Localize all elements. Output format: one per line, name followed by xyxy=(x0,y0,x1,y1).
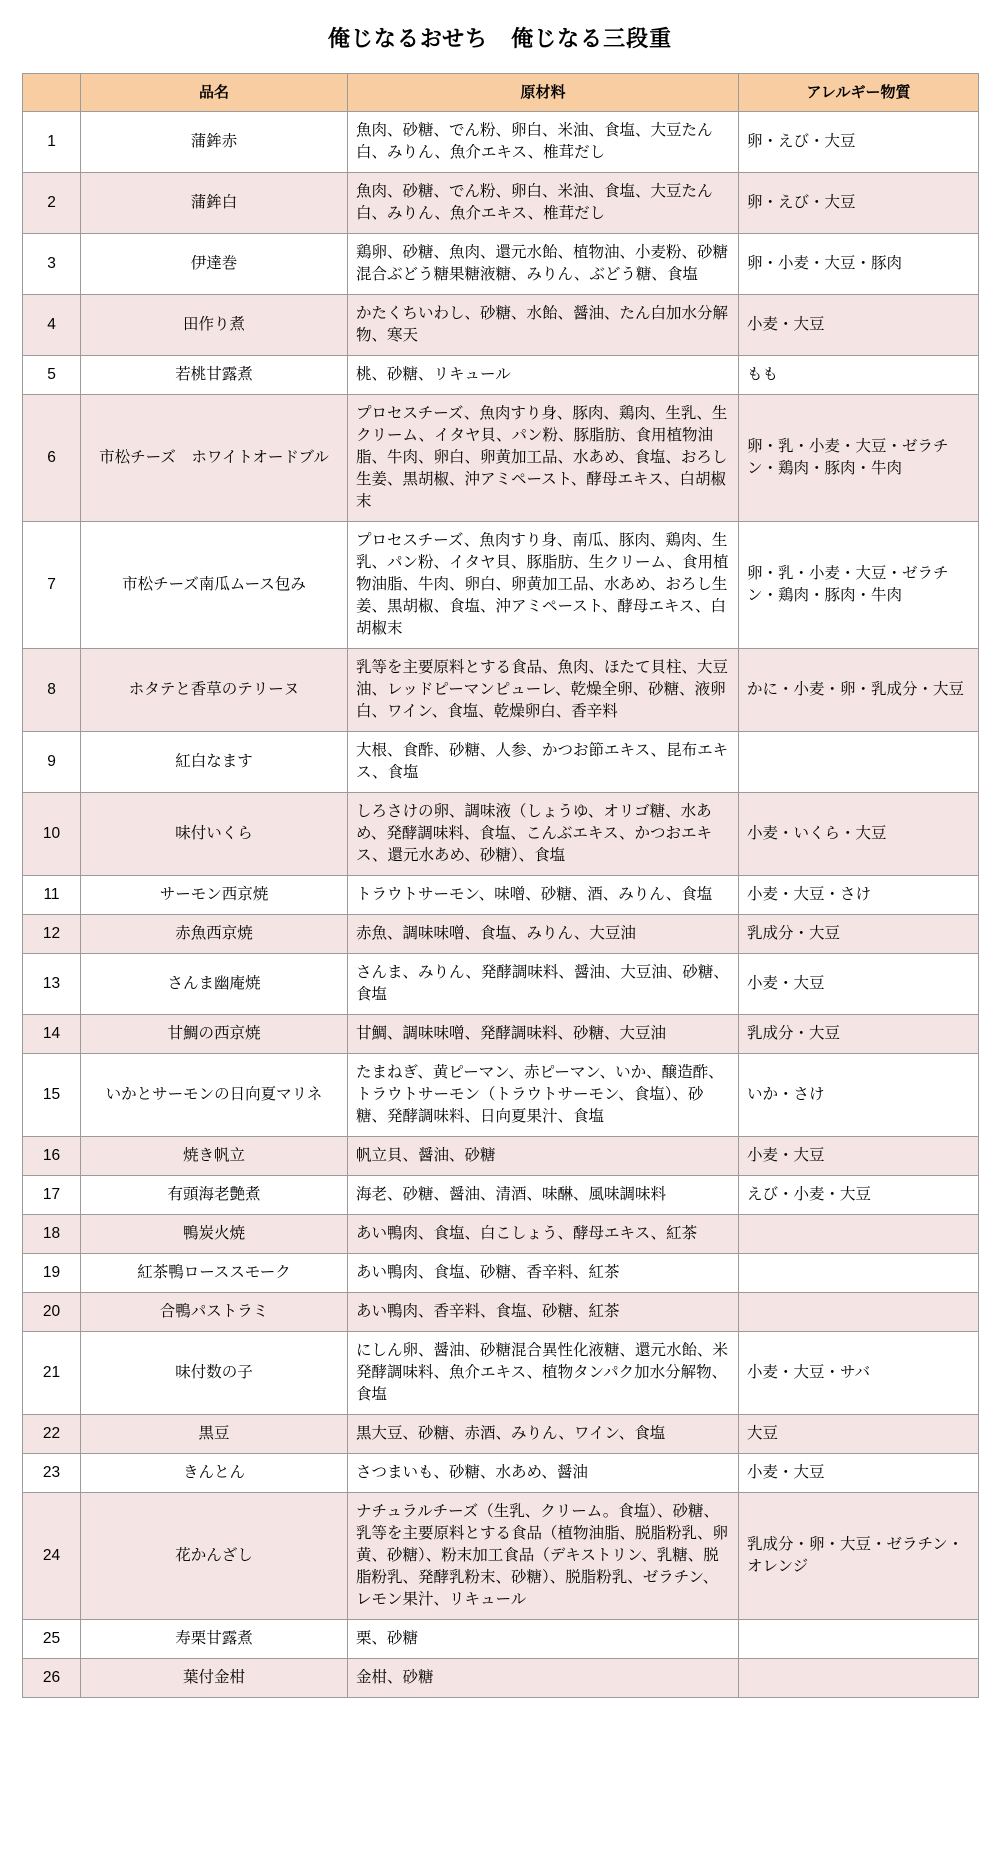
item-name-cell: 花かんざし xyxy=(81,1493,348,1620)
row-number-cell: 15 xyxy=(23,1054,81,1137)
item-name-cell: 鴨炭火焼 xyxy=(81,1215,348,1254)
allergens-cell: かに・小麦・卵・乳成分・大豆 xyxy=(739,649,979,732)
row-number-cell: 12 xyxy=(23,915,81,954)
allergens-cell: 卵・えび・大豆 xyxy=(739,173,979,234)
ingredients-cell: 帆立貝、醤油、砂糖 xyxy=(348,1137,739,1176)
ingredients-cell: かたくちいわし、砂糖、水飴、醤油、たん白加水分解物、寒天 xyxy=(348,295,739,356)
row-number-cell: 9 xyxy=(23,732,81,793)
allergens-cell: 卵・えび・大豆 xyxy=(739,112,979,173)
table-row xyxy=(23,649,979,732)
table-row xyxy=(23,915,979,954)
ingredients-cell: 魚肉、砂糖、でん粉、卵白、米油、食塩、大豆たん白、みりん、魚介エキス、椎茸だし xyxy=(348,173,739,234)
row-number-cell: 16 xyxy=(23,1137,81,1176)
page-title: 俺じなるおせち 俺じなる三段重 xyxy=(327,26,673,51)
table-row xyxy=(23,1493,979,1620)
row-number-cell: 2 xyxy=(23,173,81,234)
row-number-cell: 21 xyxy=(23,1332,81,1415)
item-name-cell: 赤魚西京焼 xyxy=(81,915,348,954)
item-name-cell: 市松チーズ南瓜ムース包み xyxy=(81,522,348,649)
row-number-cell: 20 xyxy=(23,1293,81,1332)
ingredients-cell: 甘鯛、調味味噌、発酵調味料、砂糖、大豆油 xyxy=(348,1015,739,1054)
row-number-cell: 18 xyxy=(23,1215,81,1254)
row-number-cell: 24 xyxy=(23,1493,81,1620)
table-row xyxy=(23,1454,979,1493)
table-row xyxy=(23,1137,979,1176)
item-name-cell: 蒲鉾赤 xyxy=(81,112,348,173)
table-row xyxy=(23,954,979,1015)
allergens-cell xyxy=(739,1620,979,1659)
allergens-cell xyxy=(739,1659,979,1698)
table-row xyxy=(23,1620,979,1659)
allergens-cell: 卵・乳・小麦・大豆・ゼラチン・鶏肉・豚肉・牛肉 xyxy=(739,395,979,522)
table-header-row xyxy=(23,74,979,112)
header-item-name: 品名 xyxy=(81,74,348,112)
ingredients-cell: 鶏卵、砂糖、魚肉、還元水飴、植物油、小麦粉、砂糖混合ぶどう糖果糖液糖、みりん、ぶどう糖、食塩 xyxy=(348,234,739,295)
row-number-cell: 17 xyxy=(23,1176,81,1215)
header-row-number xyxy=(23,74,81,112)
ingredients-cell: 赤魚、調味味噌、食塩、みりん、大豆油 xyxy=(348,915,739,954)
ingredients-cell: にしん卵、醤油、砂糖混合異性化液糖、還元水飴、米発酵調味料、魚介エキス、植物タンパク加水分解物、食塩 xyxy=(348,1332,739,1415)
row-number-cell: 26 xyxy=(23,1659,81,1698)
ingredients-cell: さんま、みりん、発酵調味料、醤油、大豆油、砂糖、食塩 xyxy=(348,954,739,1015)
item-name-cell: 有頭海老艶煮 xyxy=(81,1176,348,1215)
ingredients-cell: プロセスチーズ、魚肉すり身、南瓜、豚肉、鶏肉、生乳、パン粉、イタヤ貝、豚脂肪、生クリーム、食用植物油脂、牛肉、卵白、卵黄加工品、水あめ、おろし生姜、黒胡椒、食塩、沖アミペースト、酵母エキス、白胡椒末 xyxy=(348,522,739,649)
table-row xyxy=(23,395,979,522)
item-name-cell: 若桃甘露煮 xyxy=(81,356,348,395)
table-row xyxy=(23,295,979,356)
item-name-cell: 黒豆 xyxy=(81,1415,348,1454)
allergens-cell: 乳成分・大豆 xyxy=(739,1015,979,1054)
table-row xyxy=(23,522,979,649)
allergens-cell: いか・さけ xyxy=(739,1054,979,1137)
table-row xyxy=(23,1415,979,1454)
allergens-cell: 大豆 xyxy=(739,1415,979,1454)
table-row xyxy=(23,1054,979,1137)
ingredients-cell: 海老、砂糖、醤油、清酒、味醂、風味調味料 xyxy=(348,1176,739,1215)
ingredients-cell: あい鴨肉、食塩、白こしょう、酵母エキス、紅茶 xyxy=(348,1215,739,1254)
row-number-cell: 23 xyxy=(23,1454,81,1493)
table-row xyxy=(23,1215,979,1254)
row-number-cell: 10 xyxy=(23,793,81,876)
row-number-cell: 4 xyxy=(23,295,81,356)
allergens-cell: 小麦・大豆 xyxy=(739,1137,979,1176)
ingredients-cell: 魚肉、砂糖、でん粉、卵白、米油、食塩、大豆たん白、みりん、魚介エキス、椎茸だし xyxy=(348,112,739,173)
allergens-cell: もも xyxy=(739,356,979,395)
item-name-cell: 蒲鉾白 xyxy=(81,173,348,234)
item-name-cell: ホタテと香草のテリーヌ xyxy=(81,649,348,732)
ingredients-cell: 栗、砂糖 xyxy=(348,1620,739,1659)
header-allergens: アレルギー物質 xyxy=(739,74,979,112)
ingredients-cell: 金柑、砂糖 xyxy=(348,1659,739,1698)
table-row xyxy=(23,1659,979,1698)
item-name-cell: 焼き帆立 xyxy=(81,1137,348,1176)
ingredients-cell: ナチュラルチーズ（生乳、クリーム。食塩）、砂糖、乳等を主要原料とする食品（植物油脂、脱脂粉乳、卵黄、砂糖）、粉末加工食品（デキストリン、乳糖、脱脂粉乳、発酵乳粉末、砂糖）、脱脂粉乳、ゼラチン、レモン果汁、リキュール xyxy=(348,1493,739,1620)
allergens-cell: 小麦・いくら・大豆 xyxy=(739,793,979,876)
row-number-cell: 6 xyxy=(23,395,81,522)
item-name-cell: 紅白なます xyxy=(81,732,348,793)
ingredients-cell: トラウトサーモン、味噌、砂糖、酒、みりん、食塩 xyxy=(348,876,739,915)
table-row xyxy=(23,1254,979,1293)
allergens-cell xyxy=(739,1293,979,1332)
allergens-cell xyxy=(739,1254,979,1293)
table-row xyxy=(23,876,979,915)
ingredients-cell: プロセスチーズ、魚肉すり身、豚肉、鶏肉、生乳、生クリーム、イタヤ貝、パン粉、豚脂肪、食用植物油脂、牛肉、卵白、卵黄加工品、水あめ、食塩、おろし生姜、黒胡椒、沖アミペースト、酵母エキス、白胡椒末 xyxy=(348,395,739,522)
table-row xyxy=(23,1176,979,1215)
item-name-cell: 合鴨パストラミ xyxy=(81,1293,348,1332)
allergens-cell: 卵・乳・小麦・大豆・ゼラチン・鶏肉・豚肉・牛肉 xyxy=(739,522,979,649)
item-name-cell: 寿栗甘露煮 xyxy=(81,1620,348,1659)
allergens-cell: 乳成分・大豆 xyxy=(739,915,979,954)
allergens-cell xyxy=(739,732,979,793)
allergens-cell: 小麦・大豆・さけ xyxy=(739,876,979,915)
allergens-cell: 小麦・大豆 xyxy=(739,954,979,1015)
item-name-cell: いかとサーモンの日向夏マリネ xyxy=(81,1054,348,1137)
table-row xyxy=(23,1015,979,1054)
osechi-allergen-table xyxy=(22,73,979,1698)
table-row xyxy=(23,356,979,395)
item-name-cell: きんとん xyxy=(81,1454,348,1493)
ingredients-cell: あい鴨肉、香辛料、食塩、砂糖、紅茶 xyxy=(348,1293,739,1332)
table-row xyxy=(23,1332,979,1415)
ingredients-cell: あい鴨肉、食塩、砂糖、香辛料、紅茶 xyxy=(348,1254,739,1293)
item-name-cell: さんま幽庵焼 xyxy=(81,954,348,1015)
row-number-cell: 22 xyxy=(23,1415,81,1454)
row-number-cell: 13 xyxy=(23,954,81,1015)
table-row xyxy=(23,1293,979,1332)
allergens-cell: 卵・小麦・大豆・豚肉 xyxy=(739,234,979,295)
item-name-cell: 田作り煮 xyxy=(81,295,348,356)
row-number-cell: 19 xyxy=(23,1254,81,1293)
row-number-cell: 11 xyxy=(23,876,81,915)
row-number-cell: 7 xyxy=(23,522,81,649)
item-name-cell: 伊達巻 xyxy=(81,234,348,295)
ingredients-cell: 黒大豆、砂糖、赤酒、みりん、ワイン、食塩 xyxy=(348,1415,739,1454)
ingredients-cell: さつまいも、砂糖、水あめ、醤油 xyxy=(348,1454,739,1493)
table-row xyxy=(23,732,979,793)
item-name-cell: 市松チーズ ホワイトオードブル xyxy=(81,395,348,522)
row-number-cell: 14 xyxy=(23,1015,81,1054)
ingredients-cell: 大根、食酢、砂糖、人参、かつお節エキス、昆布エキス、食塩 xyxy=(348,732,739,793)
ingredients-cell: 桃、砂糖、リキュール xyxy=(348,356,739,395)
header-ingredients: 原材料 xyxy=(348,74,739,112)
ingredients-cell: たまねぎ、黄ピーマン、赤ピーマン、いか、醸造酢、トラウトサーモン（トラウトサーモン、食塩）、砂糖、発酵調味料、日向夏果汁、食塩 xyxy=(348,1054,739,1137)
row-number-cell: 25 xyxy=(23,1620,81,1659)
row-number-cell: 3 xyxy=(23,234,81,295)
item-name-cell: 葉付金柑 xyxy=(81,1659,348,1698)
allergen-table-body xyxy=(23,112,979,1698)
table-row xyxy=(23,793,979,876)
allergens-cell: 小麦・大豆・サバ xyxy=(739,1332,979,1415)
item-name-cell: サーモン西京焼 xyxy=(81,876,348,915)
allergens-cell: 乳成分・卵・大豆・ゼラチン・オレンジ xyxy=(739,1493,979,1620)
row-number-cell: 5 xyxy=(23,356,81,395)
ingredients-cell: 乳等を主要原料とする食品、魚肉、ほたて貝柱、大豆油、レッドピーマンピューレ、乾燥全卵、砂糖、液卵白、ワイン、食塩、乾燥卵白、香辛料 xyxy=(348,649,739,732)
ingredients-cell: しろさけの卵、調味液（しょうゆ、オリゴ糖、水あめ、発酵調味料、食塩、こんぶエキス、かつおエキス、還元水あめ、砂糖）、食塩 xyxy=(348,793,739,876)
item-name-cell: 味付数の子 xyxy=(81,1332,348,1415)
item-name-cell: 甘鯛の西京焼 xyxy=(81,1015,348,1054)
row-number-cell: 8 xyxy=(23,649,81,732)
allergens-cell: 小麦・大豆 xyxy=(739,295,979,356)
item-name-cell: 味付いくら xyxy=(81,793,348,876)
allergens-cell: 小麦・大豆 xyxy=(739,1454,979,1493)
table-row xyxy=(23,112,979,173)
allergens-cell: えび・小麦・大豆 xyxy=(739,1176,979,1215)
item-name-cell: 紅茶鴨ローススモーク xyxy=(81,1254,348,1293)
table-row xyxy=(23,173,979,234)
allergens-cell xyxy=(739,1215,979,1254)
row-number-cell: 1 xyxy=(23,112,81,173)
table-row xyxy=(23,234,979,295)
